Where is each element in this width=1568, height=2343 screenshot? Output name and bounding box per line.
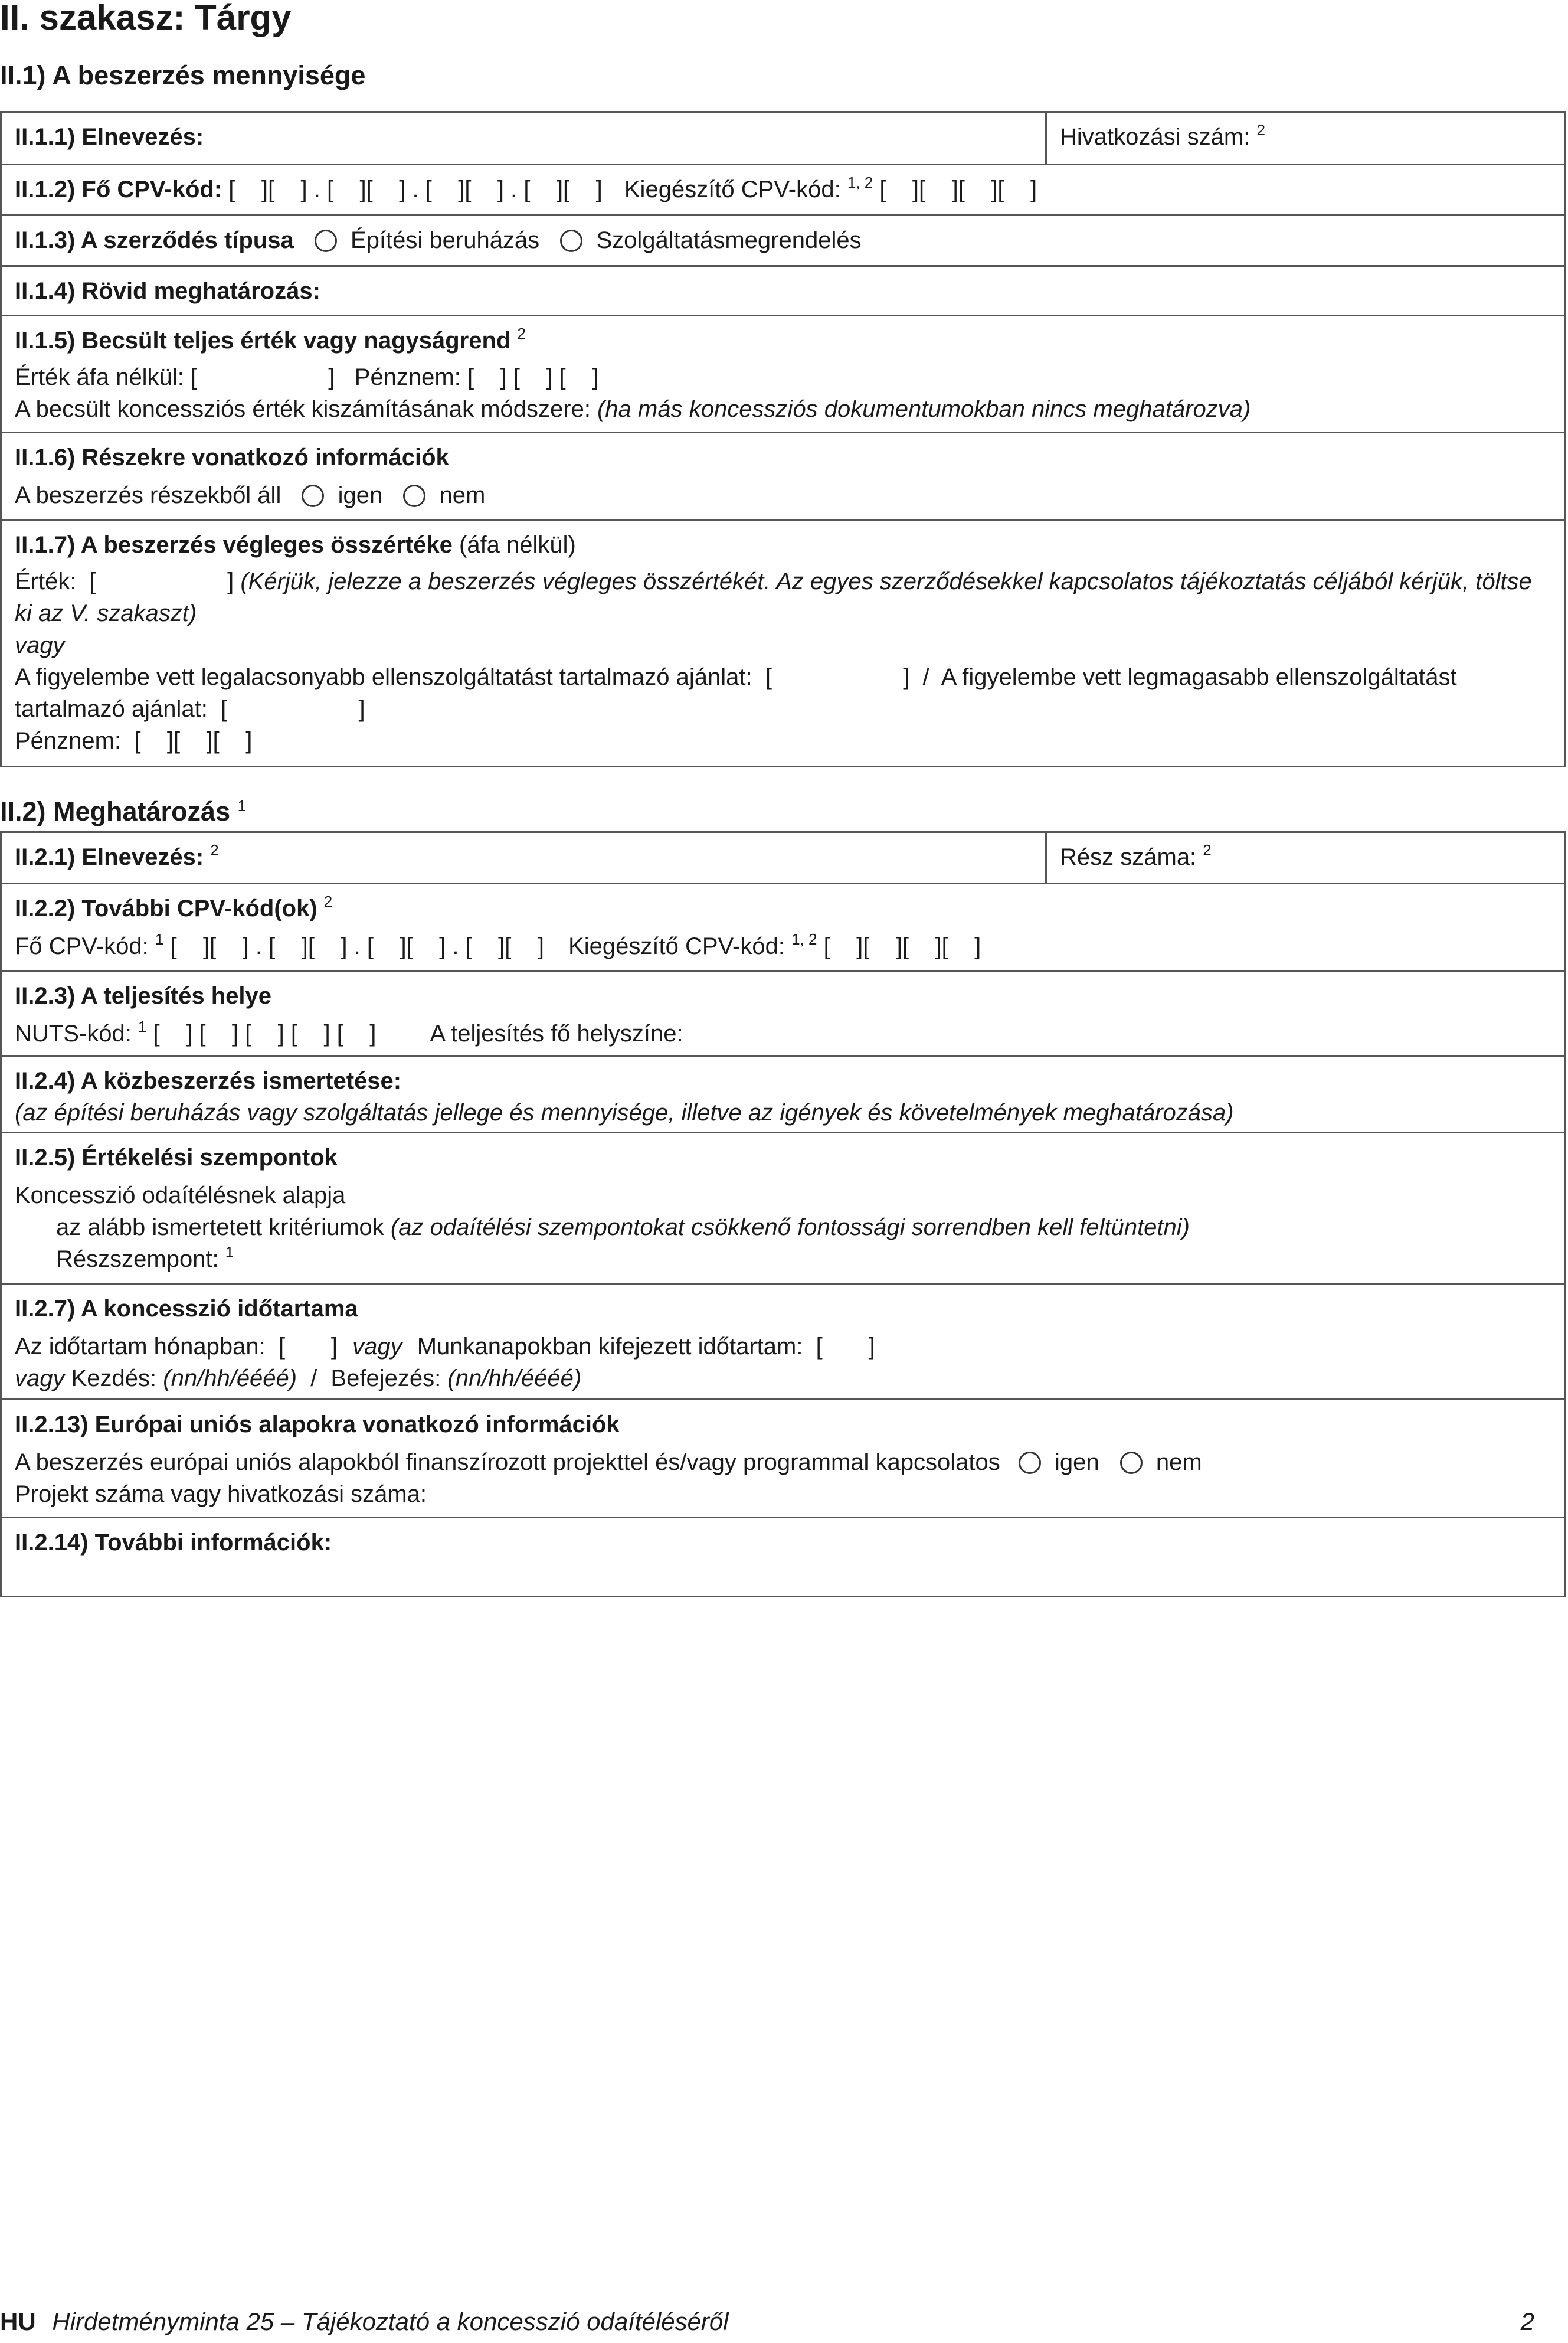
row-ii16 [2,432,1564,519]
lots-no-label: nem [439,482,486,508]
label-ii25: II.2.5) Értékelési szempontok [15,1145,338,1171]
label-ii13: II.1.3) A szerződés típusa [15,227,294,253]
main-cpv-code-field[interactable]: [ ][ ] . [ ][ ] . [ ][ ] . [ ][ ] [228,177,603,202]
label-ii12: II.1.2) Fő CPV-kód: [15,177,222,202]
reference-number-field[interactable] [1047,113,1564,164]
label-ii16: II.1.6) Részekre vonatkozó információk [15,445,449,470]
footnote-marker: 2 [210,841,219,859]
footnote-marker: 1 [237,797,247,815]
or-label: vagy [15,1365,65,1391]
description-note: (az építési beruházás vagy szolgáltatás jellege és mennyisége, illetve az igények és követelmények meghatározása) [15,1100,1234,1126]
duration-days-field[interactable]: Munkanapokban kifejezett időtartam: [ ] [417,1334,875,1360]
eu-yes-label: igen [1055,1449,1099,1475]
label-ii24: II.2.4) A közbeszerzés ismertetése: [15,1068,402,1094]
award-basis-label: Koncesszió odaítélésnek alapja [15,1182,346,1208]
label-ii17: II.1.7) A beszerzés végleges összértéke [15,532,453,558]
final-value-field[interactable]: Érték: [ ] [15,568,234,594]
supplementary-cpv-code-field[interactable]: [ ][ ][ ][ ] [879,177,1037,202]
lot-number-label: Rész száma: [1060,844,1197,870]
option-services-label: Szolgáltatásmegrendelés [596,227,862,253]
project-number-field[interactable]: Projekt száma vagy hivatkozási száma: [15,1481,427,1507]
calc-method-label: A becsült koncessziós érték kiszámításának módszere: [15,396,591,422]
eu-funds-question: A beszerzés európai uniós alapokból finanszírozott projekttel és/vagy programmal kapcsolatos [15,1449,1000,1475]
label-ii22: II.2.2) További CPV-kód(ok) [15,896,317,921]
row-ii214[interactable] [2,1517,1564,1596]
estimated-value-field[interactable]: Érték áfa nélkül: [ ] Pénznem: [ ] [ ] [ ] [15,364,599,390]
nuts-label: NUTS-kód: [15,1021,132,1047]
radio-lots-yes[interactable] [302,485,324,507]
footer-language: HU [0,2308,36,2335]
footnote-marker: 2 [1203,841,1212,859]
duration-months-field[interactable]: Az időtartam hónapban: [ ] [15,1334,338,1360]
supplementary-cpv-label: Kiegészítő CPV-kód: [624,177,841,202]
section-title-ii2 [0,797,246,826]
label-ii15: II.1.5) Becsült teljes érték vagy nagyságrend [15,328,511,354]
end-date-field[interactable]: (nn/hh/éééé) [447,1365,582,1391]
label-ii21: II.2.1) Elnevezés: [15,844,204,870]
footnote-marker: 1 [225,1243,234,1261]
row-ii25 [2,1132,1564,1283]
section-title-ii2-text: II.2) Meghatározás [0,796,231,826]
label-ii214: II.2.14) További információk: [15,1530,332,1556]
footnote-marker: 1, 2 [791,930,817,948]
row-ii11 [2,113,1564,164]
footer-text: Hirdetményminta 25 – Tájékoztató a koncesszió odaítéléséről [52,2308,729,2335]
title-field[interactable] [2,833,1047,883]
radio-eu-yes[interactable] [1019,1452,1041,1474]
row-ii22 [2,883,1564,970]
supplementary-cpv-code-field-lot[interactable]: [ ][ ][ ][ ] [823,933,981,959]
row-ii13 [2,214,1564,265]
lowest-highest-offer-field[interactable]: A figyelembe vett legalacsonyabb ellenszolgáltatást tartalmazó ajánlat: [ ] / A figyelembe vett legmagasabb ellenszolgáltatást tartalmazó ajánlat: [ ] [15,664,1464,722]
row-ii213 [2,1398,1564,1517]
row-ii12 [2,164,1564,214]
criteria-label: az alább ismertetett kritériumok [56,1214,384,1240]
option-works-label: Építési beruházás [350,227,540,253]
currency-field[interactable]: Pénznem: [ ][ ][ ] [15,728,253,754]
footnote-marker: 1, 2 [847,174,873,191]
radio-works[interactable] [315,230,337,252]
date-separator: / [310,1365,317,1391]
sub-criterion-label: Részszempont: [56,1246,219,1272]
or-label: vagy [352,1334,402,1360]
reference-number-label: Hivatkozási szám: [1060,124,1251,150]
row-ii27 [2,1283,1564,1398]
footnote-marker: 2 [517,325,526,342]
supplementary-cpv-label-lot: Kiegészítő CPV-kód: [568,933,785,959]
main-cpv-label: Fő CPV-kód: [15,933,149,959]
eu-no-label: nem [1155,1449,1202,1475]
lots-question: A beszerzés részekből áll [15,482,281,508]
calc-method-note: (ha más koncessziós dokumentumokban nincs meghatározva) [597,396,1251,422]
row-ii14[interactable] [2,265,1564,315]
criteria-note: (az odaítélési szempontokat csökkenő fontossági sorrendben kell feltüntetni) [390,1214,1190,1240]
label-ii17-tail: (áfa nélkül) [459,532,576,558]
label-ii14: II.1.4) Rövid meghatározás: [15,278,320,304]
lot-number-field[interactable] [1047,833,1564,883]
sub-criterion-field[interactable] [15,1243,1551,1275]
radio-lots-no[interactable] [403,485,425,507]
page-title: II. szakasz: Tárgy [0,0,292,37]
radio-eu-no[interactable] [1120,1452,1143,1474]
label-ii23: II.2.3) A teljesítés helye [15,983,272,1009]
lots-yes-label: igen [338,482,383,508]
nuts-code-field[interactable]: [ ] [ ] [ ] [ ] [ ] [153,1021,377,1047]
row-ii24[interactable] [2,1055,1564,1132]
footnote-marker: 1 [155,930,164,948]
radio-services[interactable] [560,230,582,252]
label-ii27: II.2.7) A koncesszió időtartama [15,1296,358,1322]
row-ii15 [2,315,1564,432]
final-value-note: (Kérjük, jelezze a beszerzés végleges összértékét. Az egyes szerződésekkel kapcsolatos tájékoztatás céljából kérjük, töltse ki az V. szakaszt) [15,568,1532,626]
section-title-ii1: II.1) A beszerzés mennyisége [0,60,366,90]
footer [0,2307,1534,2337]
start-date-label: Kezdés: [71,1365,157,1391]
row-ii23 [2,970,1564,1055]
page-number: 2 [1520,2308,1534,2335]
main-site-field[interactable]: A teljesítés fő helyszíne: [430,1021,683,1047]
footnote-marker: 1 [138,1018,147,1035]
or-label: vagy [15,632,65,658]
footnote-marker: 2 [1256,121,1265,139]
footnote-marker: 2 [323,893,333,910]
row-ii21 [2,833,1564,883]
label-ii11: II.1.1) Elnevezés: [2,113,1047,164]
main-cpv-code-field-lot[interactable]: [ ][ ] . [ ][ ] . [ ][ ] . [ ][ ] [170,933,544,959]
table-ii2 [0,831,1566,1597]
start-date-field[interactable]: (nn/hh/éééé) [163,1365,297,1391]
label-ii213: II.2.13) Európai uniós alapokra vonatkozó információk [15,1411,620,1437]
row-ii17 [2,519,1564,766]
end-date-label: Befejezés: [330,1365,441,1391]
table-ii1 [0,111,1566,767]
